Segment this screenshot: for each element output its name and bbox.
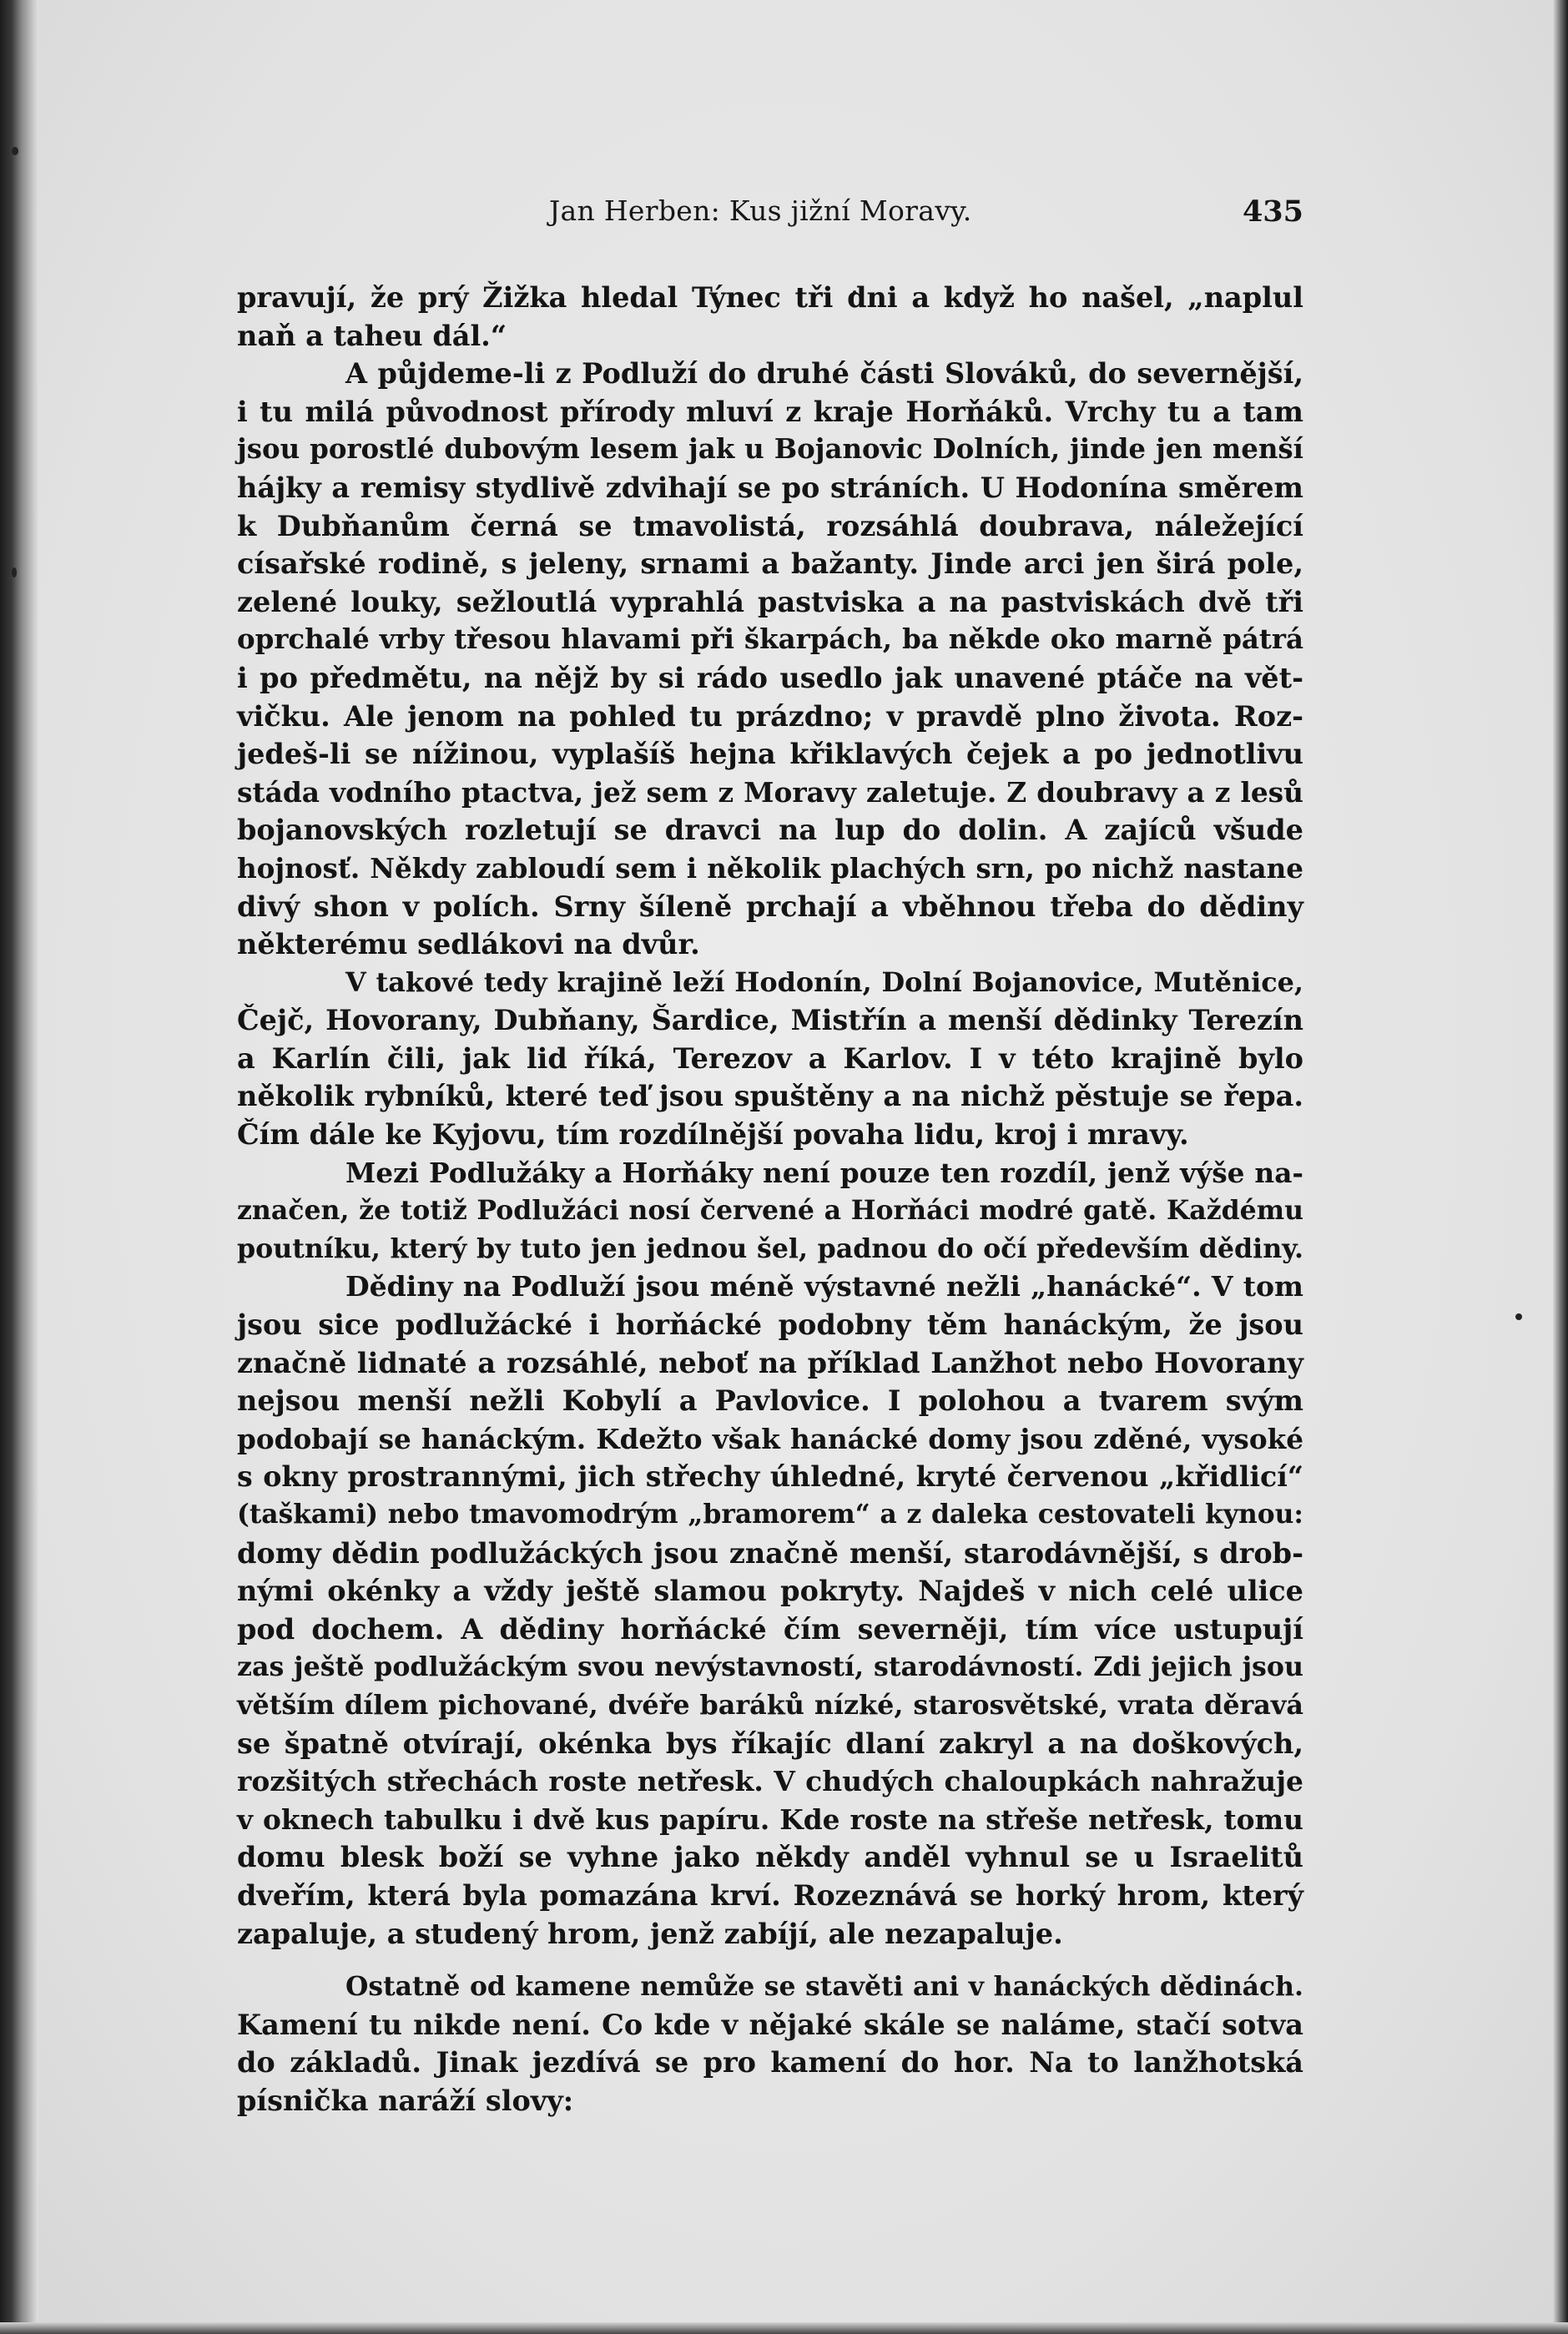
paragraph (237, 355, 1303, 964)
page-number: 435 (1242, 194, 1303, 229)
text-line: v oknech tabulku i dvě kus papíru. Kde roste na střeše netřesk, tomu (237, 1802, 1303, 1836)
scan-speck (1515, 1313, 1522, 1320)
text-line: pod dochem. A dědiny horňácké čím severněji, tím více ustupují (237, 1612, 1303, 1646)
text-line: Čím dále ke Kyjovu, tím rozdílnější povaha lidu, kroj i mravy. (237, 1118, 1189, 1152)
text-line: zelené louky, sežloutlá vyprahlá pastviska a na pastviskách dvě tři (237, 585, 1303, 618)
bottom-edge-shadow (0, 2322, 1568, 2334)
text-line: hojnosť. Někdy zabloudí sem i několik plachých srn, po nichž nastane (237, 851, 1303, 885)
text-line: Čejč, Hovorany, Dubňany, Šardice, Mistřín a menší dědinky Terezín (237, 1004, 1303, 1037)
text-line: rozšitých střechách roste netřesk. V chudých chaloupkách nahražuje (237, 1765, 1303, 1798)
text-line: stáda vodního ptactva, jež sem z Moravy zaletuje. Z doubravy a z lesů (237, 775, 1303, 809)
text-line: do základů. Jinak jezdívá se pro kamení do hor. Na to lanžhotská (237, 2046, 1303, 2079)
scan-speck (12, 567, 17, 577)
text-line: domu blesk boží se vyhne jako někdy anděl vyhnul se u Israelitů (237, 1841, 1303, 1874)
text-line: jedeš-li se nížinou, vyplašíš hejna křiklavých čejek a po jednotlivu (237, 738, 1303, 771)
text-line: zas ještě podlužáckým svou nevýstavností, starodávností. Zdi jejich jsou (237, 1651, 1303, 1683)
body-text (237, 279, 1303, 2120)
text-line: Kamení tu nikde není. Co kde v nějaké skále se naláme, stačí sotva (237, 2008, 1303, 2041)
paragraph (237, 1968, 1303, 2120)
text-line: hájky a remisy stydlivě zdvihají se po stráních. U Hodonína směrem (237, 471, 1303, 504)
text-line: nejsou menší nežli Kobylí a Pavlovice. I polohou a tvarem svým (237, 1384, 1303, 1418)
text-line: i tu milá původnost přírody mluví z kraje Horňáků. Vrchy tu a tam (237, 395, 1303, 428)
book-gutter-shadow (0, 0, 38, 2334)
text-line: nými okénky a vždy ještě slamou pokryty. Najdeš v nich celé ulice (237, 1575, 1303, 1608)
text-line: jsou porostlé dubovým lesem jak u Bojanovic Dolních, jinde jen menší (237, 433, 1303, 466)
paragraph (237, 1154, 1303, 1268)
text-line: značen, že totiž Podlužáci nosí červené a Horňáci modré gatě. Každému (237, 1195, 1303, 1227)
text-line: několik rybníků, které teď jsou spuštěny a na nichž pěstuje se řepa. (237, 1080, 1303, 1113)
text-line: oprchalé vrby třesou hlavami při škarpách, ba někde oko marně pátrá (237, 623, 1303, 656)
text-line: písnička naráží slovy: (237, 2084, 574, 2117)
text-line: V takové tedy krajině leží Hodonín, Dolní Bojanovice, Mutěnice, (345, 965, 1303, 998)
text-line: Mezi Podlužáky a Horňáky není pouze ten rozdíl, jenž výše na- (345, 1156, 1303, 1189)
text-line: A půjdeme-li z Podluží do druhé části Slováků, do severnější, (345, 357, 1303, 391)
text-line: vičku. Ale jenom na pohled tu prázdno; v pravdě plno života. Roz- (237, 699, 1303, 733)
text-line: (taškami) nebo tmavomodrým „bramorem“ a z daleka cestovateli kynou: (237, 1500, 1303, 1530)
text-line: zapaluje, a studený hrom, jenž zabíjí, ale nezapaluje. (237, 1917, 1063, 1950)
paragraph (237, 1268, 1303, 1953)
text-line: Ostatně od kamene nemůže se stavěti ani v hanáckých dědinách. (345, 1971, 1303, 2003)
text-line: divý shon v polích. Srny šíleně prchají a vběhnou třeba do dědiny (237, 890, 1303, 923)
paragraph (237, 964, 1303, 1154)
text-line: některému sedlákovi na dvůr. (237, 928, 700, 961)
text-line: jsou sice podlužácké i horňácké podobny těm hanáckým, že jsou (237, 1308, 1303, 1342)
text-line: podobají se hanáckým. Kdežto však hanácké domy jsou zděné, vysoké (237, 1422, 1303, 1455)
text-line: větším dílem pichované, dvéře baráků nízké, starosvětské, vrata děravá (237, 1688, 1303, 1721)
paragraph (237, 279, 1303, 355)
text-line: dveřím, která byla pomazána krví. Rozeznává se horký hrom, který (237, 1878, 1303, 1912)
text-line: s okny prostrannými, jich střechy úhledné, kryté červenou „křidlicí“ (237, 1460, 1303, 1494)
page-edge-shadow (1553, 0, 1568, 2334)
text-line: k Dubňanům černá se tmavolistá, rozsáhlá doubrava, náležející (237, 509, 1303, 542)
text-line: poutníku, který by tuto jen jednou šel, padnou do očí především dědiny. (237, 1233, 1303, 1264)
text-line: císařské rodině, s jeleny, srnami a bažanty. Jinde arci jen širá pole, (237, 547, 1303, 581)
text-line: naň a taheu dál.“ (237, 319, 507, 352)
text-line: a Karlín čili, jak lid říká, Terezov a Karlov. I v této krajině bylo (237, 1041, 1303, 1075)
scan-speck (12, 147, 18, 155)
page-header (237, 194, 1303, 236)
text-line: Dědiny na Podluží jsou méně výstavné nežli „hanácké“. V tom (345, 1270, 1303, 1303)
text-line: značně lidnaté a rozsáhlé, neboť na příklad Lanžhot nebo Hovorany (237, 1346, 1303, 1379)
text-line: domy dědin podlužáckých jsou značně menší, starodávnější, s drob- (237, 1536, 1303, 1570)
text-line: bojanovských rozletují se dravci na lup do dolin. A zajíců všude (237, 814, 1303, 847)
text-line: i po předmětu, na nějž by si rádo usedlo jak unavené ptáče na vět- (237, 661, 1303, 694)
text-line: pravují, že prý Žižka hledal Týnec tři dni a když ho našel, „naplul (237, 281, 1303, 314)
text-line: se špatně otvírají, okénka bys říkajíc dlaní zakryl a na doškových, (237, 1727, 1303, 1760)
running-head: Jan Herben: Kus jižní Moravy. (549, 194, 972, 227)
